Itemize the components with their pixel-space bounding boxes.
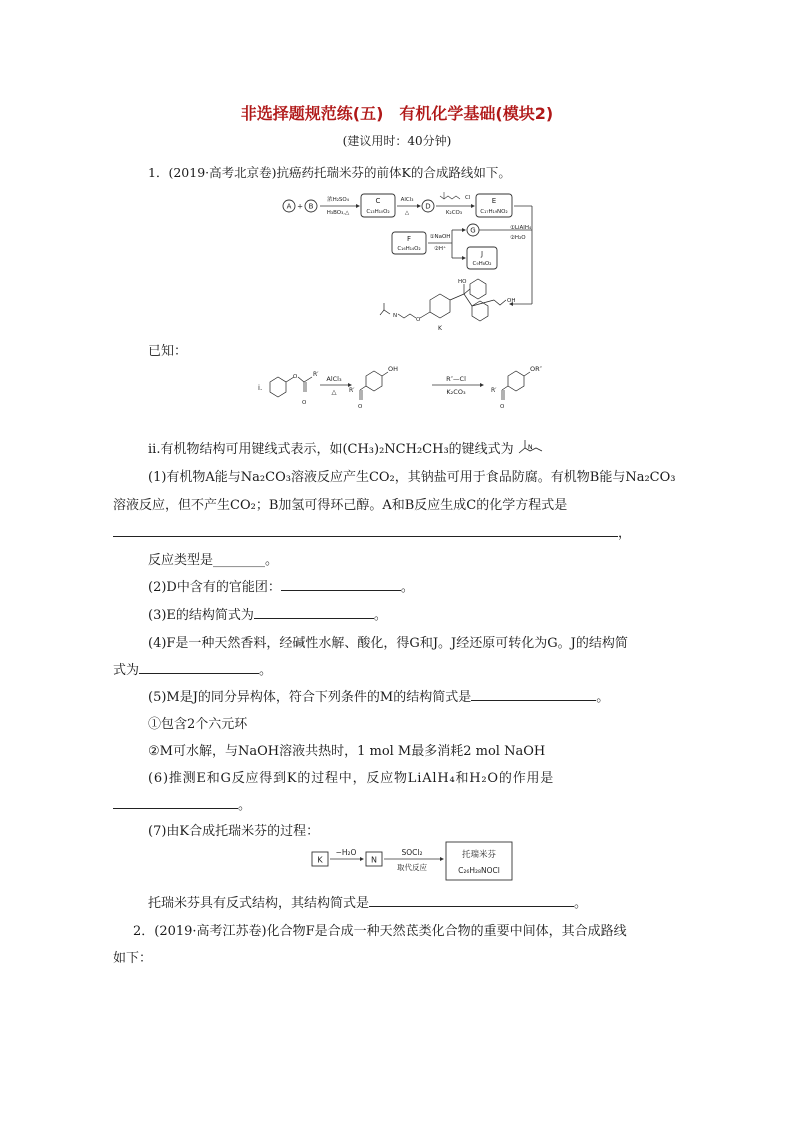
q1-part7: (7)由K合成托瑞米芬的过程： [148,824,320,839]
reagent-RCl: R″—Cl [446,375,466,383]
node-E-formula: C₁₇H₁₉NO₂ [480,209,508,215]
node-K: K [317,855,323,865]
skeletal-formula-example [518,437,552,457]
synthesis-scheme [280,188,550,338]
q1-part5-text: (5)M是J的同分异构体，符合下列条件的M的结构简式是 [148,690,472,705]
q1-part3 [148,604,387,623]
example-N: N [527,444,533,451]
reagent-3-bottom: K₂CO₃ [445,210,463,216]
q1-part6-line1: (6)推测E和G反应得到K的过程中，反应物LiAlH₄和H₂O的作用是 [148,771,555,786]
known-reaction-i [258,360,578,412]
q1-part4-text: 式为 [113,663,140,678]
reagent-2-bottom: △ [404,210,410,216]
q1-part1-answer [113,522,631,541]
reagent-5b: ②H⁺ [434,246,446,252]
q1-intro: 1．(2019·高考北京卷)抗癌药托瑞米芬的前体K的合成路线如下。 [148,165,511,180]
reactant-R: R′ [313,371,319,378]
known-ii-text: ii.有机物结构可用键线式表示，如(CH₃)₂NCH₂CH₃的键线式为 [148,442,514,457]
q1-part2-text: (2)D中含有的官能团： [148,580,281,595]
q1-part3-text: (3)E的结构简式为 [148,608,254,623]
answer-blank-2[interactable] [281,577,401,591]
reagent-4b: ②H₂O [510,235,526,241]
known-ii [148,437,552,457]
answer-blank-7[interactable] [369,893,574,907]
reaction-type-substitution: 取代反应 [397,863,427,872]
comma: ， [618,526,632,541]
period: 。 [373,608,387,623]
cond-heat: △ [331,388,337,396]
phenol-OH: OH [388,365,399,373]
period: 。 [574,896,588,911]
known-label: 已知： [148,344,188,359]
product-formula: C₂₆H₂₈NOCl [458,866,500,875]
q1-part7-text: 托瑞米芬具有反式结构，其结构简式是 [148,896,370,911]
K-label: K [438,325,442,332]
answer-blank-3[interactable] [254,605,374,619]
toremifene-scheme [310,840,515,885]
reagent-1-top: 浓H₂SO₄ [327,197,349,203]
q2-line1: 2．(2019·高考江苏卷)化合物F是合成一种天然茋类化合物的重要中间体，其合成路线 [133,924,627,939]
reagent-2-top: AlCl₃ [400,197,414,203]
K-hydroxyl-HO: HO [458,279,467,285]
q1-part4-line1: (4)F是一种天然香料，经碱性水解、酸化，得G和J。J经还原可转化为G。J的结构简 [148,636,628,651]
q1-part2 [148,576,414,595]
node-B: B [308,202,314,211]
K-amine-N: N [393,313,398,319]
reagent-5a: ①NaOH [429,234,451,240]
ester-O: O [293,374,298,380]
period: 。 [596,690,610,705]
final-R: R′ [491,387,497,394]
q1-part1-line2: 溶液反应，但不产生CO₂；B加氢可得环己醇。A和B反应生成C的化学方程式是 [113,498,568,513]
period: 。 [400,580,414,595]
reagent-dehydration: −H₂O [335,848,357,857]
q1-part5-condition-1: ①包含2个六元环 [148,717,248,732]
q1-part1-line1: (1)有机物A能与Na₂CO₃溶液反应产生CO₂，其钠盐可用于食品防腐。有机物B能与Na₂CO₃ [148,470,676,485]
reagent-4a: ①LiAlH₄ [510,225,532,231]
q1-part1-reaction-type: 反应类型是________。 [148,553,279,568]
reagent-3-cl: Cl [465,195,471,201]
K-hydroxyl-OH: OH [507,298,516,304]
node-C-formula: C₁₃H₁₀O₂ [366,209,390,215]
page-title: 非选择题规范练(五) 有机化学基础(模块2) [240,104,554,123]
reagent-1-bottom: H₃BO₃,△ [326,210,350,216]
node-J: J [480,250,484,258]
suggested-time: (建议用时：40分钟) [342,134,452,148]
product-R: R′ [349,387,355,394]
answer-blank-4[interactable] [139,660,259,674]
reagent-AlCl3: AlCl₃ [326,375,342,383]
reagent-SOCl2: SOCl₂ [401,848,423,857]
K-ether-O: O [416,317,421,323]
node-F-formula: C₁₆H₁₄O₂ [397,246,421,252]
q1-part7-line2 [148,892,587,911]
carbonyl-O-2: O [358,404,363,410]
node-F: F [406,235,412,243]
node-J-formula: C₉H₈O₂ [472,261,492,267]
product-name: 托瑞米芬 [461,850,497,860]
answer-blank-6[interactable] [113,795,238,809]
q1-part5 [148,686,609,705]
node-C: C [375,197,381,205]
answer-blank-5[interactable] [471,687,596,701]
known-i-label: i. [258,384,263,392]
q1-part5-condition-2: ②M可水解，与NaOH溶液共热时，1 mol M最多消耗2 mol NaOH [148,744,546,759]
plus-sign: + [297,202,303,211]
carbonyl-O-3: O [500,404,505,410]
q2-line2: 如下： [113,951,153,966]
carbonyl-O-1: O [302,400,307,406]
period: 。 [259,663,273,678]
node-N: N [371,855,377,865]
node-D: D [425,202,431,211]
answer-blank-1-equation[interactable] [113,523,618,537]
q1-part6-line2 [113,794,251,813]
node-A: A [286,202,292,211]
period: 。 [238,798,252,813]
ether-OR: OR″ [530,365,543,373]
q1-part4-line2 [113,659,272,678]
node-G: G [470,226,476,235]
node-E: E [491,197,497,205]
cond-K2CO3: K₂CO₃ [446,388,466,396]
